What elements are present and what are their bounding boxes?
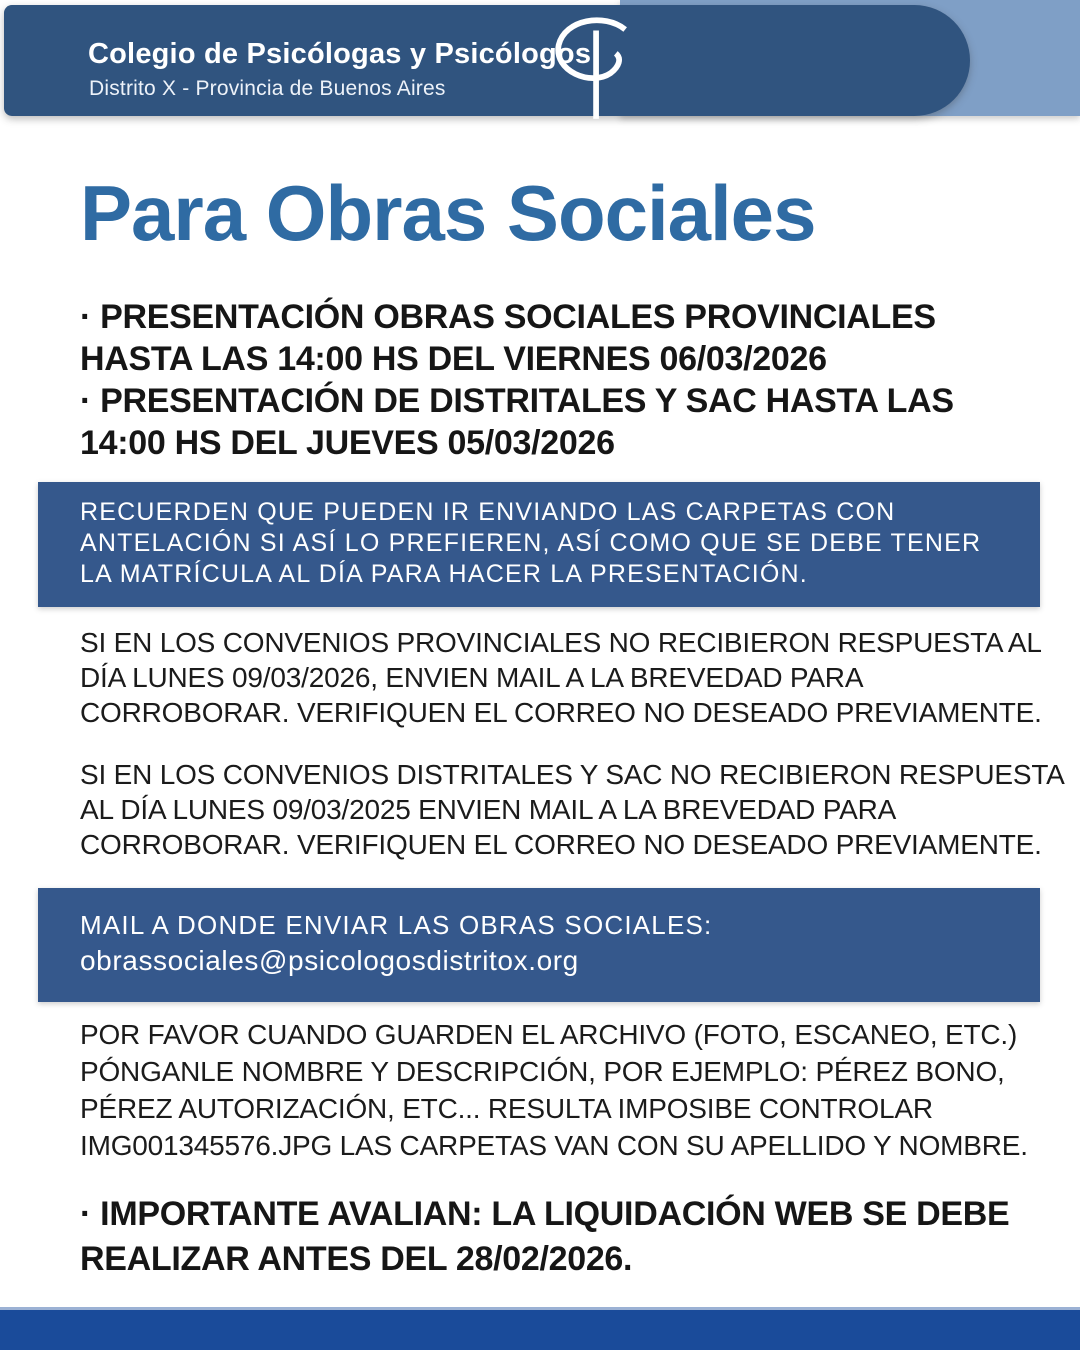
paragraph-line: PÓNGANLE NOMBRE Y DESCRIPCIÓN, POR EJEMPLO: PÉREZ BONO, (80, 1056, 1005, 1087)
mail-box (38, 888, 1040, 1002)
header-band (4, 5, 970, 116)
psi-logo-icon (542, 17, 646, 123)
notice-line: RECUERDEN QUE PUEDEN IR ENVIANDO LAS CARPETAS CON (80, 498, 896, 526)
paragraph-line: DÍA LUNES 09/03/2026, ENVIEN MAIL A LA BREVEDAD PARA (80, 662, 864, 693)
paragraph-line: CORROBORAR. VERIFIQUEN EL CORREO NO DESEADO PREVIAMENTE. (80, 697, 1042, 728)
paragraph-line: AL DÍA LUNES 09/03/2025 ENVIEN MAIL A LA BREVEDAD PARA (80, 794, 897, 825)
paragraph-provinciales (80, 625, 1040, 730)
paragraph-line: SI EN LOS CONVENIOS DISTRITALES Y SAC NO RECIBIERON RESPUESTA (80, 759, 1065, 790)
important-note (80, 1192, 1040, 1282)
deadline-line: · PRESENTACIÓN OBRAS SOCIALES PROVINCIALES (80, 298, 936, 336)
header (0, 0, 1080, 120)
important-line: REALIZAR ANTES DEL 28/02/2026. (80, 1240, 633, 1278)
paragraph-line: PÉREZ AUTORIZACIÓN, ETC... RESULTA IMPOSIBE CONTROLAR (80, 1093, 933, 1124)
paragraph-line: IMG001345576.JPG LAS CARPETAS VAN CON SU APELLIDO Y NOMBRE. (80, 1130, 1028, 1161)
footer-bar (0, 1307, 1080, 1350)
org-name: Colegio de Psicólogas y Psicólogos (88, 38, 592, 70)
paragraph-line: CORROBORAR. VERIFIQUEN EL CORREO NO DESEADO PREVIAMENTE. (80, 829, 1042, 860)
page-title: Para Obras Sociales (80, 169, 816, 257)
mail-label: MAIL A DONDE ENVIAR LAS OBRAS SOCIALES: (80, 910, 713, 940)
notice-line: LA MATRÍCULA AL DÍA PARA HACER LA PRESENTACIÓN. (80, 560, 808, 588)
notice-line: ANTELACIÓN SI ASÍ LO PREFIEREN, ASÍ COMO QUE SE DEBE TENER (80, 529, 982, 557)
paragraph-distritales (80, 757, 1065, 862)
paragraph-line: POR FAVOR CUANDO GUARDEN EL ARCHIVO (FOTO, ESCANEO, ETC.) (80, 1019, 1018, 1050)
deadline-line: HASTA LAS 14:00 HS DEL VIERNES 06/03/2026 (80, 340, 827, 378)
deadlines-block (80, 296, 1040, 464)
notice-box (38, 482, 1040, 607)
paragraph-archivo (80, 1016, 1040, 1164)
paragraph-line: SI EN LOS CONVENIOS PROVINCIALES NO RECIBIERON RESPUESTA AL (80, 627, 1042, 658)
deadline-line: 14:00 HS DEL JUEVES 05/03/2026 (80, 424, 615, 462)
org-subtitle: Distrito X - Provincia de Buenos Aires (89, 77, 446, 100)
email-address[interactable]: obrassociales@psicologosdistritox.org (80, 945, 579, 976)
deadline-line: · PRESENTACIÓN DE DISTRITALES Y SAC HASTA LAS (80, 382, 954, 420)
important-line: · IMPORTANTE AVALIAN: LA LIQUIDACIÓN WEB SE DEBE (80, 1195, 1010, 1233)
flyer-body (0, 118, 1080, 1282)
